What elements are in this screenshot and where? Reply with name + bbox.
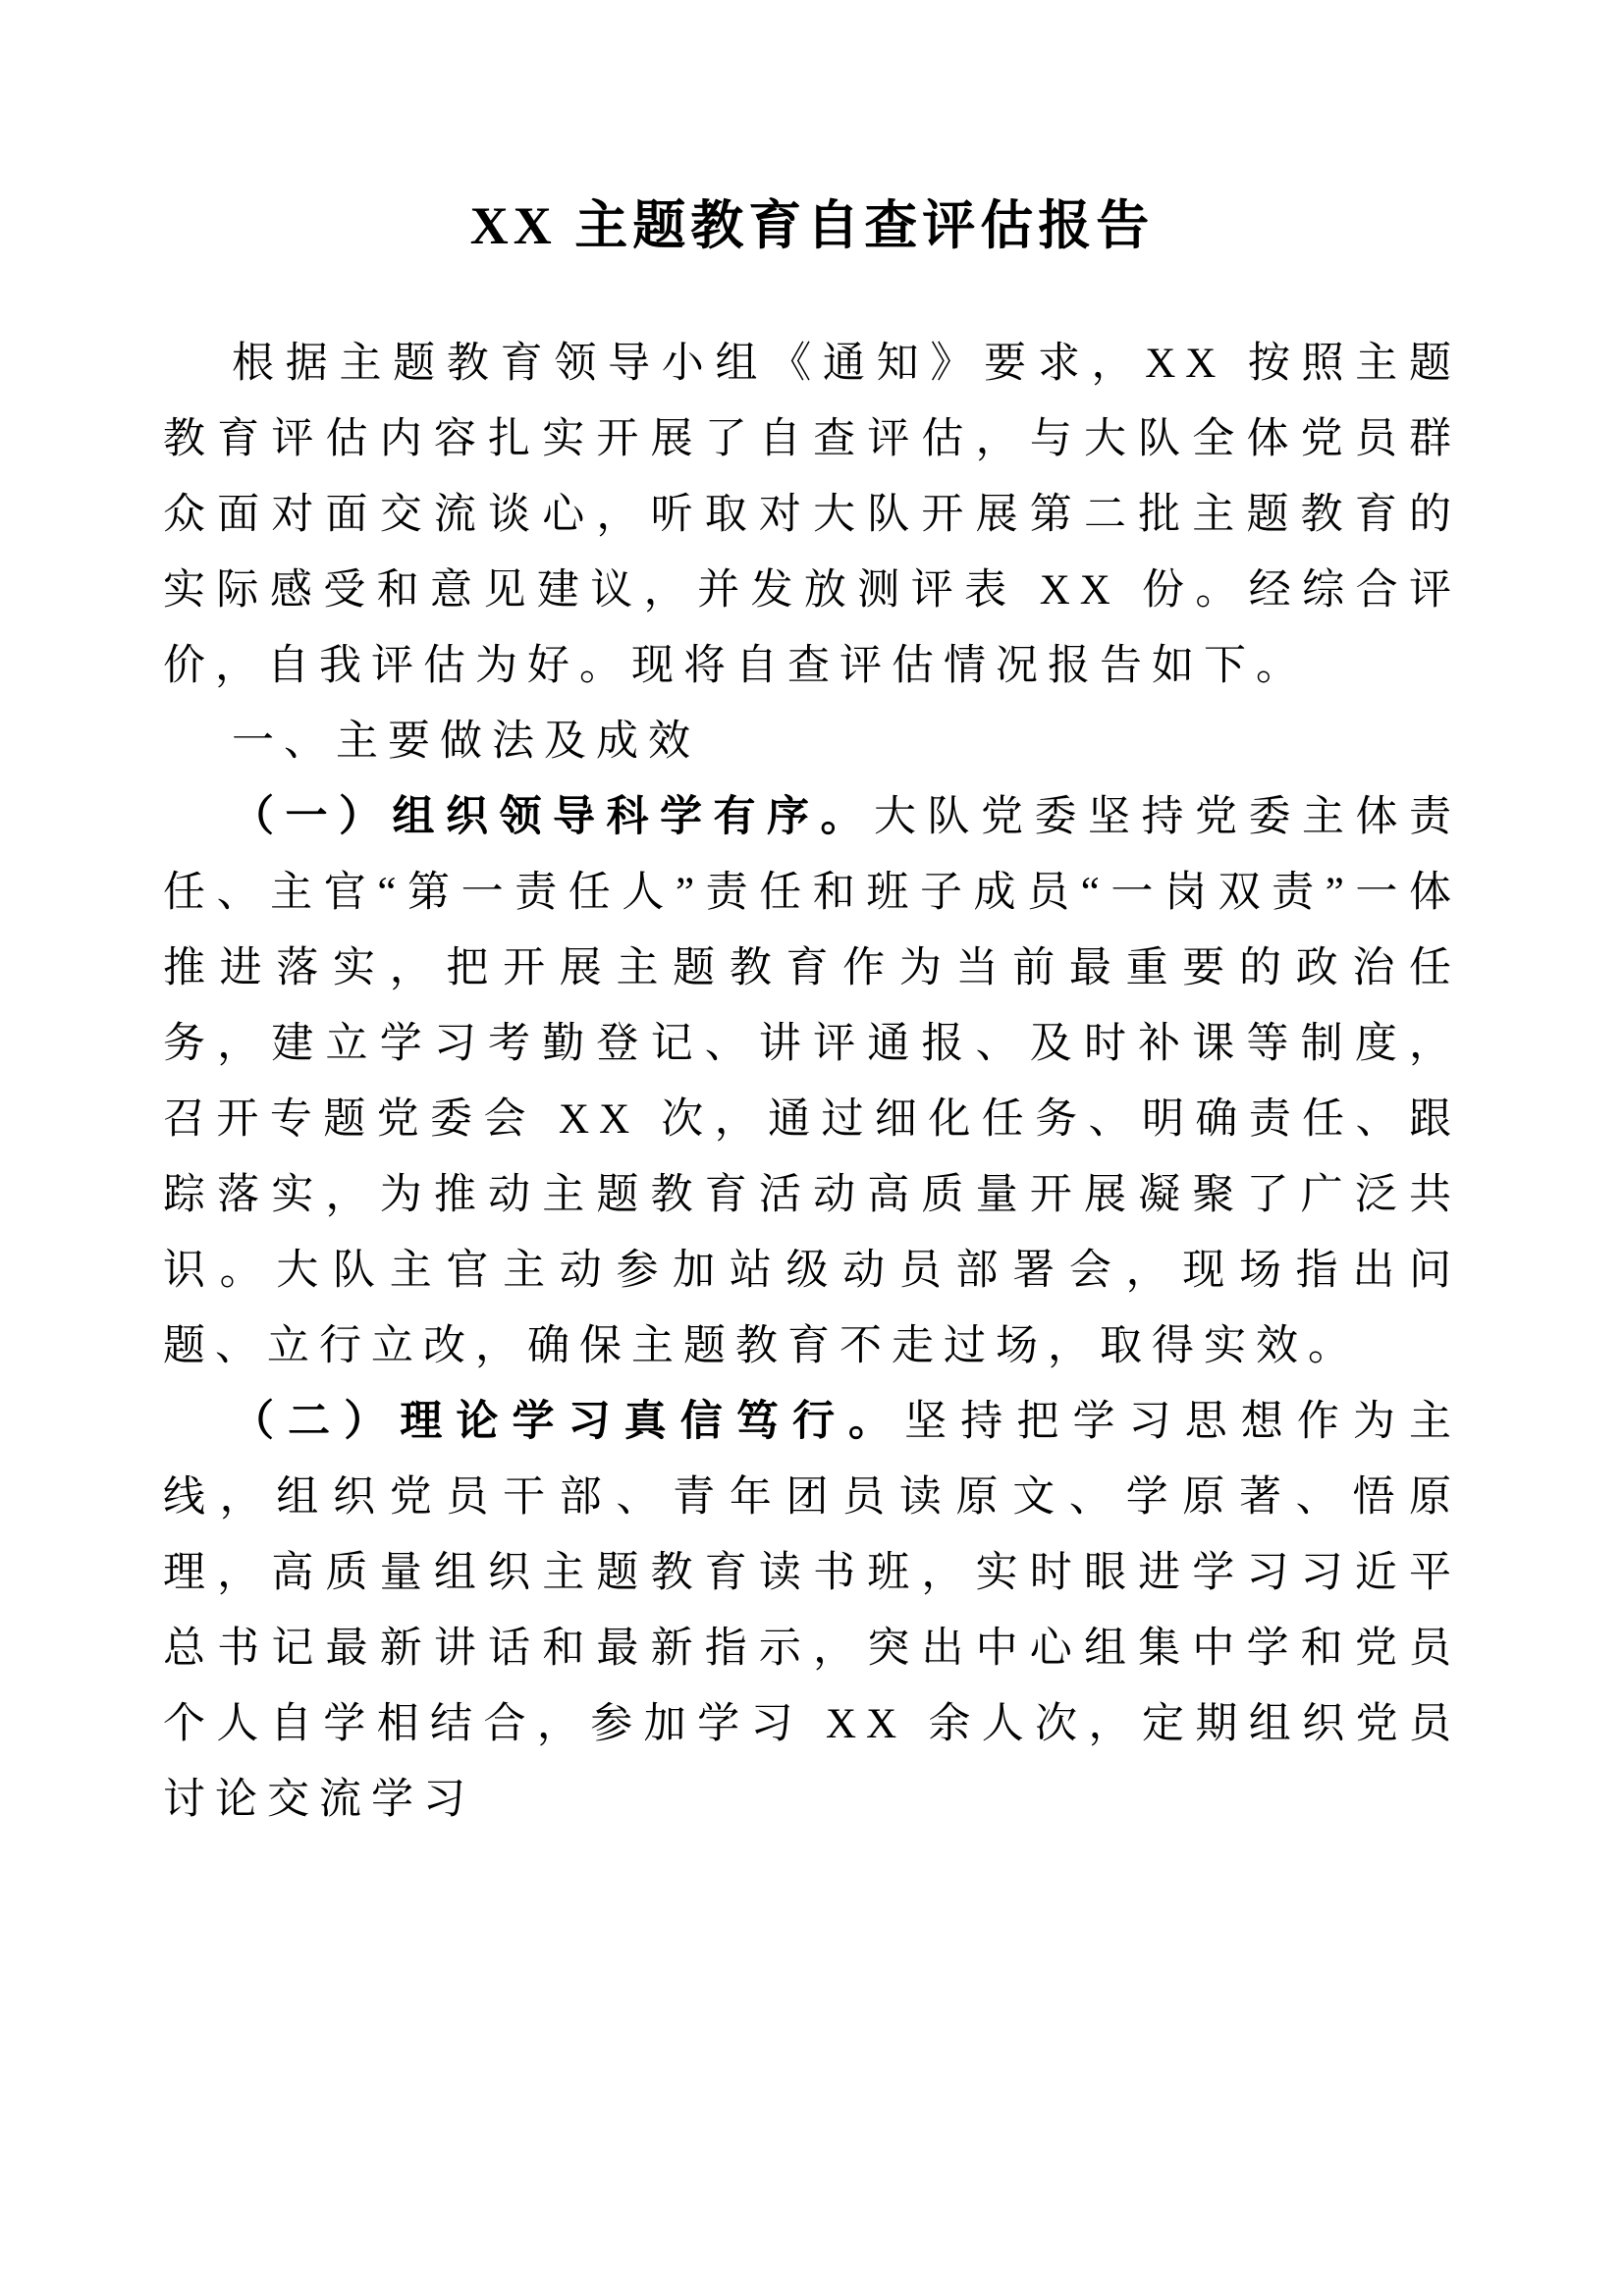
paragraph-intro: 根据主题教育领导小组《通知》要求，XX 按照主题教育评估内容扎实开展了自查评估，与大队全体党员群众面对面交流谈心，听取对大队开展第二批主题教育的实际感受和意见建议，并发放测评表 XX 份。经综合评价，自我评估为好。现将自查评估情况报告如下。 [163, 341, 1461, 689]
document-title: XX 主题教育自查评估报告 [469, 196, 1155, 255]
paragraph-item-2 [163, 1384, 1461, 1838]
paragraph-item-2-body: 坚持把学习思想作为主线，组织党员干部、青年团员读原文、学原著、悟原理，高质量组织主题教育读书班，实时眼进学习习近平总书记最新讲话和最新指示，突出中心组集中学和党员个人自学相结合，参加学习 XX 余人次，定期组织党员讨论交流学习 [163, 1399, 1462, 1823]
paragraph-item-1 [163, 779, 1461, 1384]
paragraph-item-1-body: 大队党委坚持党委主体责任、主官“第一责任人”责任和班子成员“一岗双责”一体推进落实，把开展主题教育作为当前最重要的政治任务，建立学习考勤登记、讲评通报、及时补课等制度，召开专题党委会 XX 次，通过细化任务、明确责任、跟踪落实，为推动主题教育活动高质量开展凝聚了广泛共识。大队主官主动参加站级动员部署会，现场指出问题、立行立改，确保主题教育不走过场，取得实效。 [163, 794, 1461, 1369]
paragraph-item-2-lead: （二）理论学习真信笃行。 [232, 1398, 905, 1445]
section-heading-1: 一、主要做法及成效 [232, 719, 700, 765]
paragraph-item-1-lead: （一）组织领导科学有序。 [232, 793, 874, 840]
